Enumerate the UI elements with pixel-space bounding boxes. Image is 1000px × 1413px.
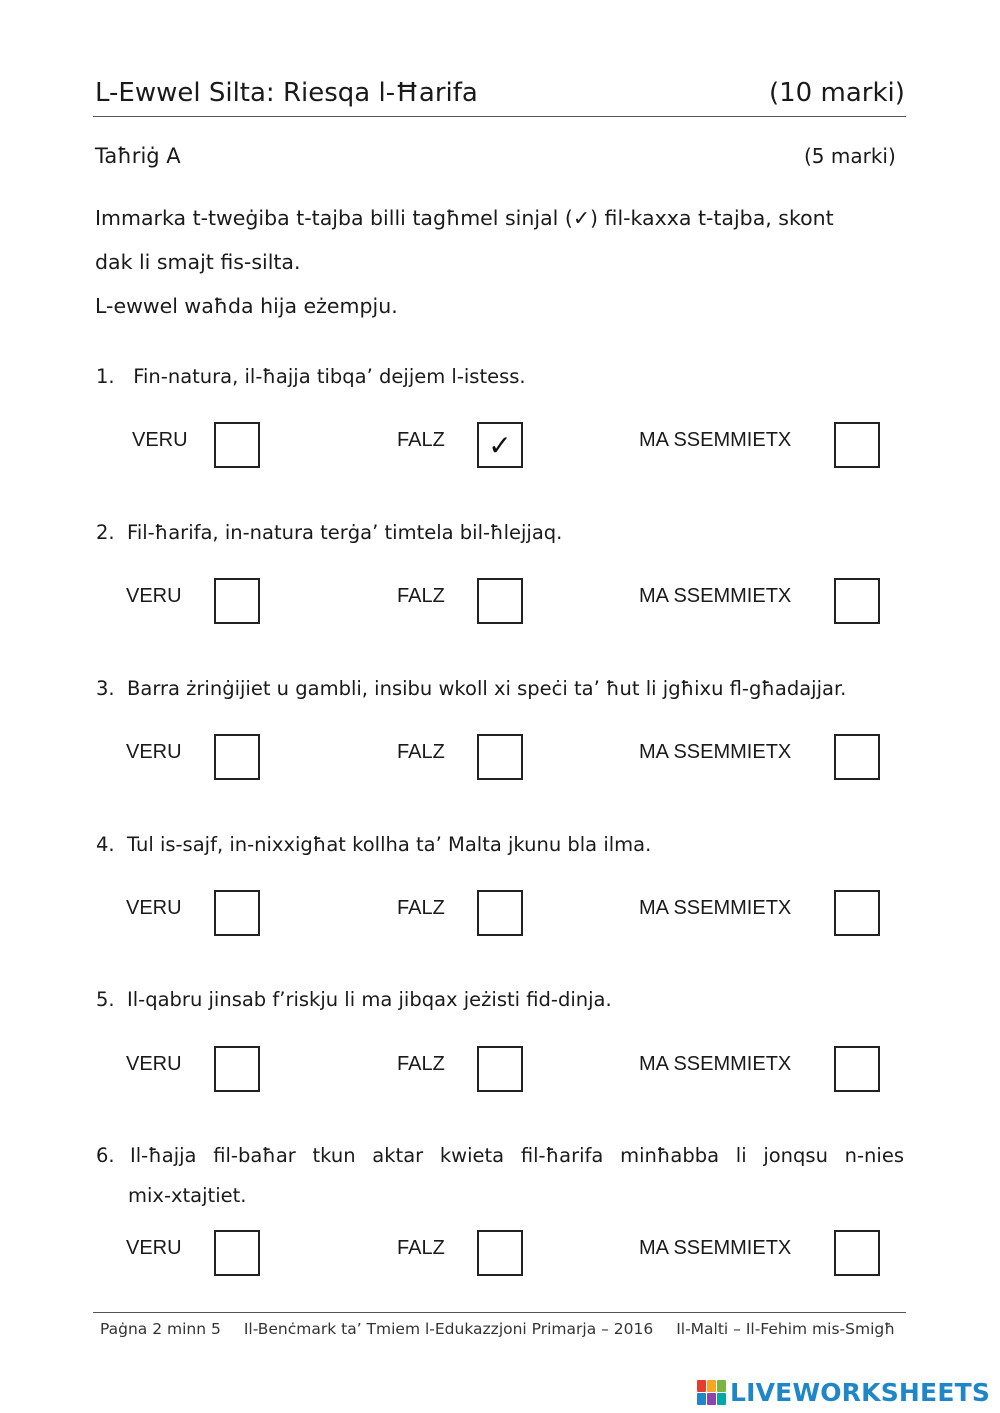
option-label-veru: VERU (126, 897, 182, 919)
option-label-veru: VERU (126, 1237, 182, 1259)
question-text: Il-qabru jinsab f’riskju li ma jibqax jeżisti fid-dinja. (127, 988, 612, 1011)
footer-divider (93, 1312, 906, 1313)
question-text: Fin-natura, il-ħajja tibqa’ dejjem l-istess. (133, 365, 526, 388)
logo-tile (697, 1380, 706, 1392)
option-label-falz: FALZ (397, 585, 445, 607)
logo-tile (717, 1380, 726, 1392)
question-text-line-1: Il-ħajja fil-baħar tkun aktar kwieta fil-ħarifa minħabba li jonqsu n-nies (130, 1144, 904, 1167)
section-title: Taħriġ A (95, 144, 181, 168)
total-marks: (10 marki) (769, 78, 905, 108)
option-label-ma-ssemmietx: MA SSEMMIETX (639, 741, 792, 763)
question-number: 4. (96, 833, 115, 856)
q6-checkbox-veru[interactable] (214, 1230, 260, 1276)
q2-checkbox-falz[interactable] (477, 578, 523, 624)
question-number: 3. (96, 677, 115, 700)
instruction-line-3: L-ewwel waħda hija eżempju. (95, 294, 398, 318)
q4-checkbox-falz[interactable] (477, 890, 523, 936)
page-title: L-Ewwel Silta: Riesqa l-Ħarifa (95, 78, 478, 108)
question-6 (96, 1136, 904, 1216)
q3-checkbox-veru[interactable] (214, 734, 260, 780)
q1-checkbox-veru[interactable] (214, 422, 260, 468)
question-1 (96, 365, 904, 388)
option-label-veru: VERU (126, 741, 182, 763)
instruction-line-1: Immarka t-tweġiba t-tajba billi tagħmel sinjal (✓) fil-kaxxa t-tajba, skont (95, 206, 834, 230)
question-4 (96, 833, 904, 856)
option-label-veru: VERU (126, 585, 182, 607)
question-2 (96, 521, 904, 544)
question-text: Fil-ħarifa, in-natura terġa’ timtela bil-ħlejjaq. (127, 521, 563, 544)
question-3 (96, 677, 904, 700)
q2-checkbox-veru[interactable] (214, 578, 260, 624)
checkmark-icon: ✓ (488, 428, 512, 462)
option-label-veru: VERU (126, 1053, 182, 1075)
page-footer (100, 1320, 913, 1338)
q5-checkbox-veru[interactable] (214, 1046, 260, 1092)
logo-tile (707, 1393, 716, 1405)
option-label-falz: FALZ (397, 741, 445, 763)
option-label-ma-ssemmietx: MA SSEMMIETX (639, 1053, 792, 1075)
logo-tile (707, 1380, 716, 1392)
question-number: 5. (96, 988, 115, 1011)
footer-exam-title: Il-Benċmark ta’ Tmiem l-Edukazzjoni Primarja – 2016 (243, 1320, 654, 1338)
q6-checkbox-falz[interactable] (477, 1230, 523, 1276)
header-divider (93, 116, 906, 117)
question-5 (96, 988, 904, 1011)
option-label-veru: VERU (132, 429, 188, 451)
option-label-falz: FALZ (397, 1053, 445, 1075)
option-label-ma-ssemmietx: MA SSEMMIETX (639, 585, 792, 607)
liveworksheets-logo-icon (697, 1380, 726, 1405)
question-text-line-2: mix-xtajtiet. (128, 1184, 247, 1207)
q3-checkbox-falz[interactable] (477, 734, 523, 780)
logo-tile (697, 1393, 706, 1405)
logo-tile (717, 1393, 726, 1405)
question-text: Barra żrinġijiet u gambli, insibu wkoll xi speċi ta’ ħut li jgħixu fl-għadajjar. (127, 677, 847, 700)
option-label-ma-ssemmietx: MA SSEMMIETX (639, 897, 792, 919)
option-label-ma-ssemmietx: MA SSEMMIETX (639, 1237, 792, 1259)
liveworksheets-brand[interactable] (697, 1377, 990, 1407)
section-marks: (5 marki) (804, 144, 896, 168)
question-text: Tul is-sajf, in-nixxigħat kollha ta’ Malta jkunu bla ilma. (127, 833, 652, 856)
q4-checkbox-ma-ssemmietx[interactable] (834, 890, 880, 936)
instruction-line-2: dak li smajt fis-silta. (95, 250, 301, 274)
question-number: 2. (96, 521, 115, 544)
question-number: 1. (96, 365, 115, 388)
footer-page-number: Paġna 2 minn 5 (100, 1320, 221, 1338)
option-label-falz: FALZ (397, 897, 445, 919)
q5-checkbox-falz[interactable] (477, 1046, 523, 1092)
q2-checkbox-ma-ssemmietx[interactable] (834, 578, 880, 624)
q1-checkbox-falz[interactable] (477, 422, 523, 468)
q4-checkbox-veru[interactable] (214, 890, 260, 936)
option-label-ma-ssemmietx: MA SSEMMIETX (639, 429, 792, 451)
q6-checkbox-ma-ssemmietx[interactable] (834, 1230, 880, 1276)
question-number: 6. (96, 1144, 115, 1167)
brand-name: LIVEWORKSHEETS (730, 1377, 991, 1407)
q1-checkbox-ma-ssemmietx[interactable] (834, 422, 880, 468)
option-label-falz: FALZ (397, 429, 445, 451)
q3-checkbox-ma-ssemmietx[interactable] (834, 734, 880, 780)
q5-checkbox-ma-ssemmietx[interactable] (834, 1046, 880, 1092)
option-label-falz: FALZ (397, 1237, 445, 1259)
footer-subject: Il-Malti – Il-Fehim mis-Smigħ (676, 1320, 895, 1338)
